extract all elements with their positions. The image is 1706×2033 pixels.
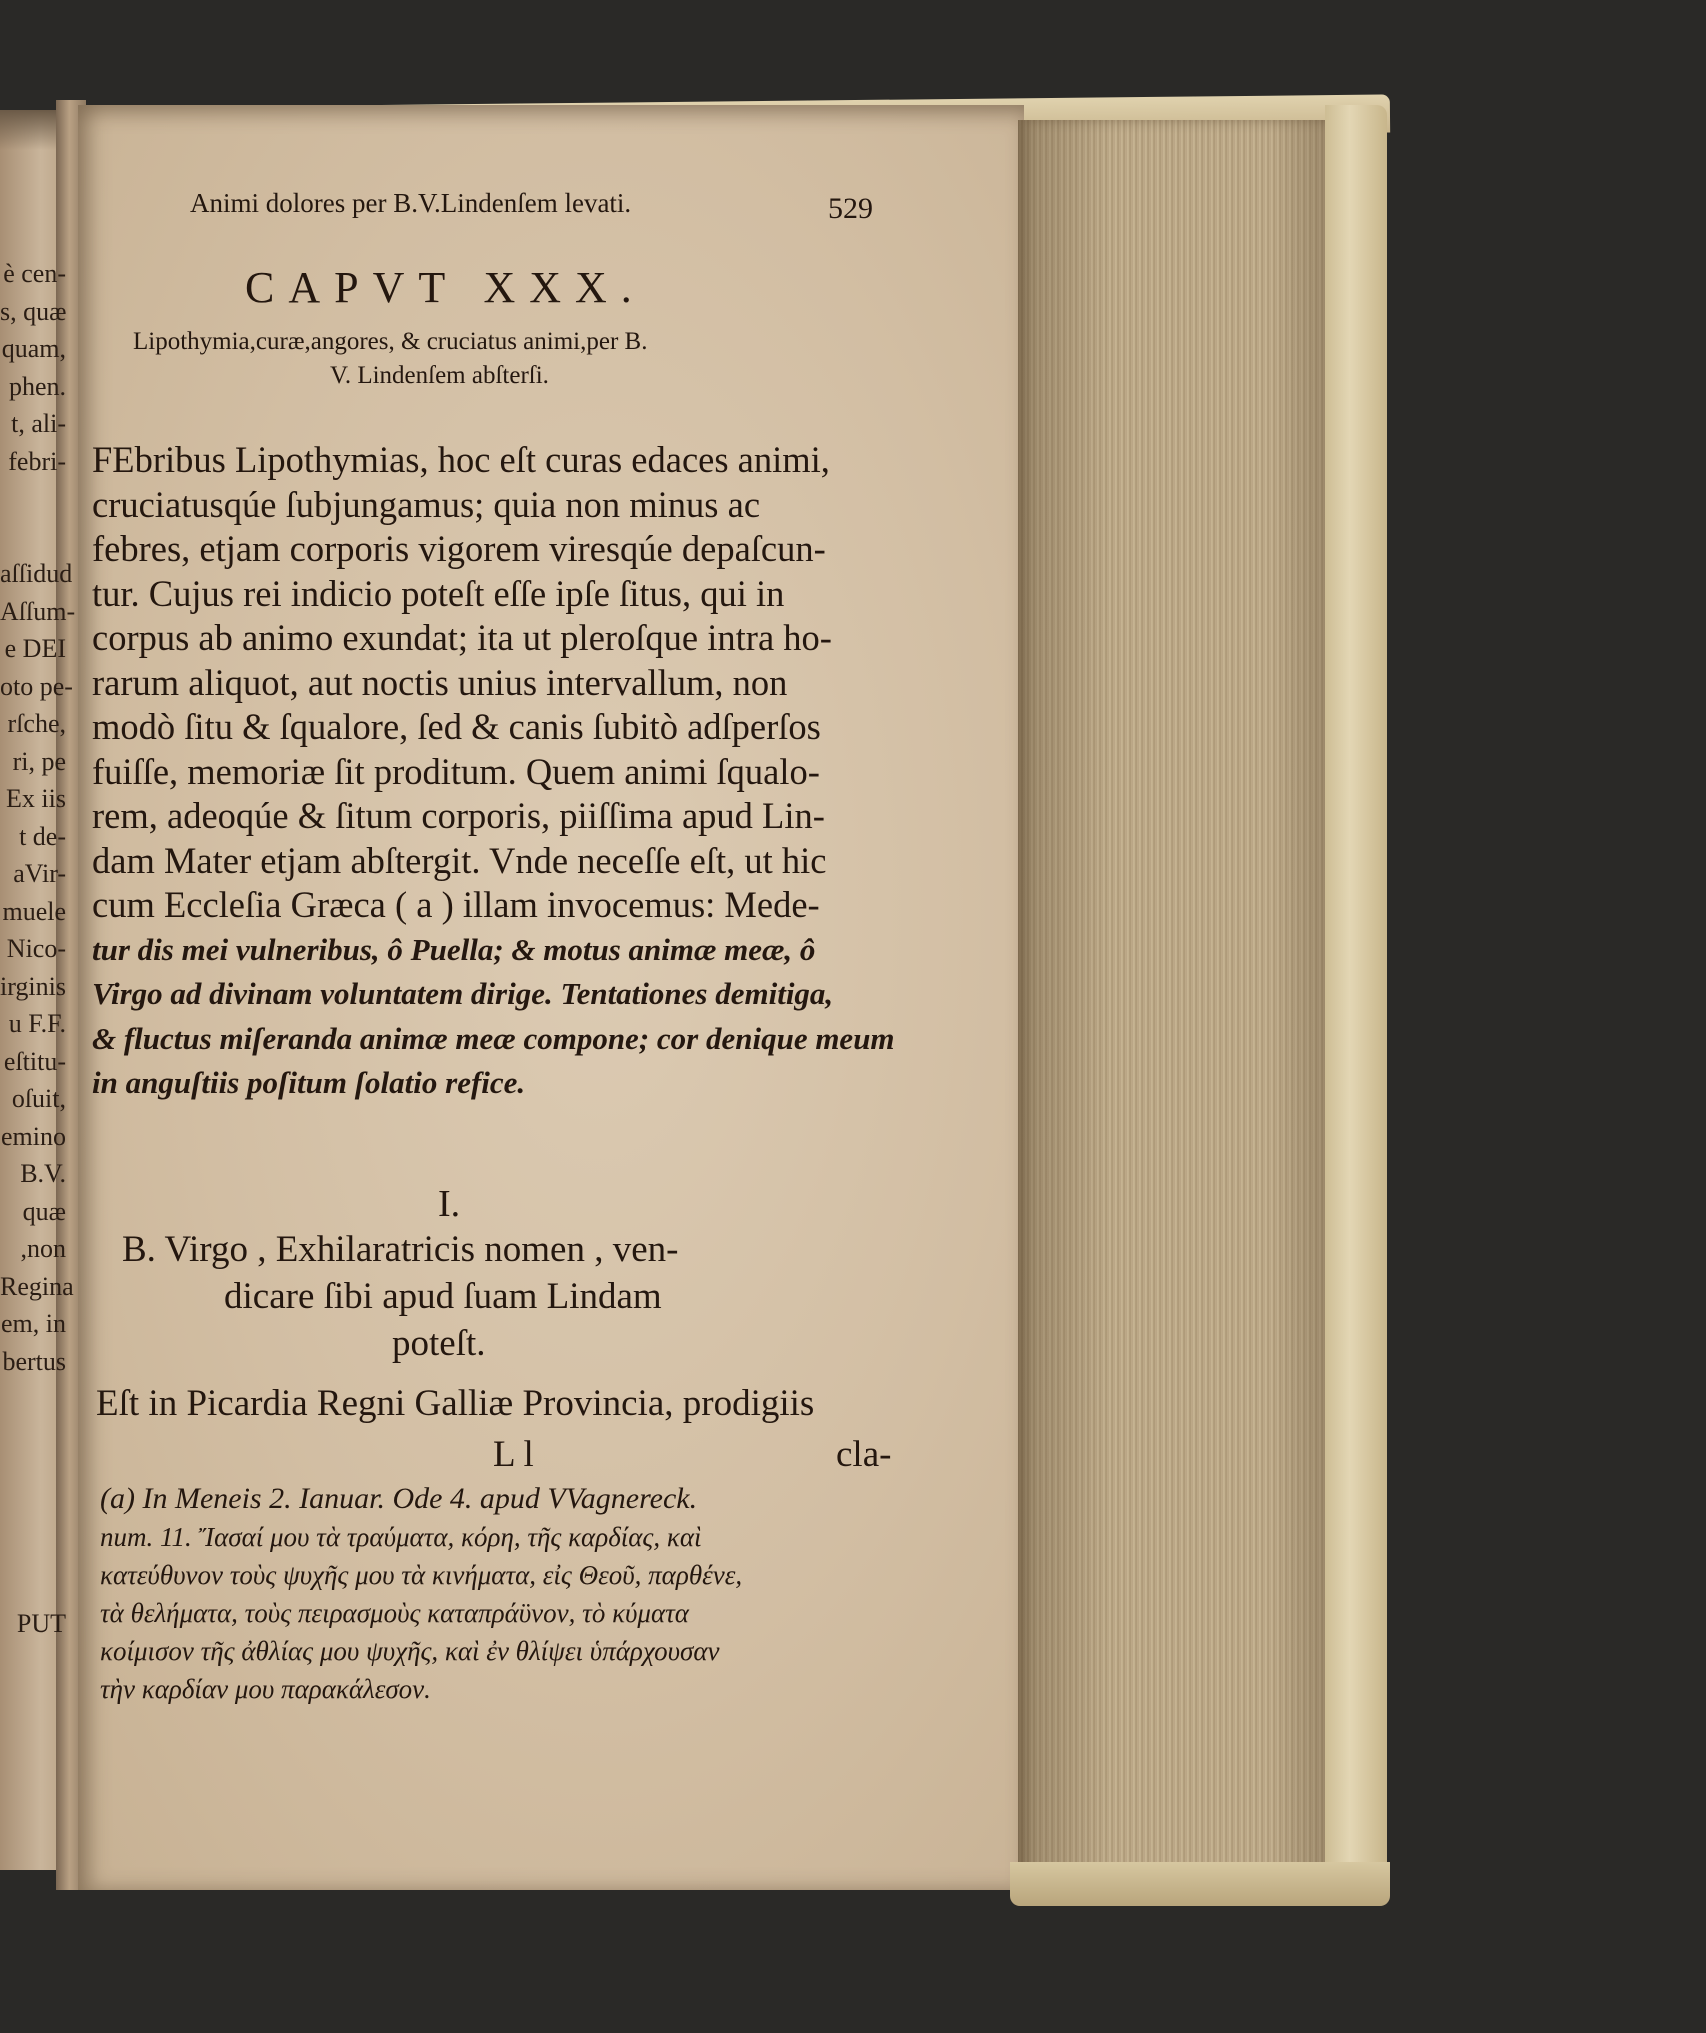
left-page-line: emino <box>1 1121 66 1151</box>
chapter-subtitle-line-1: Lipothymia,curæ,angores, & cruciatus animi,per B. <box>133 328 648 355</box>
body-line: cruciatusqúe ſubjungamus; quia non minus ac <box>92 483 761 525</box>
body-text <box>92 438 895 1106</box>
body-line: dam Mater etjam abſtergit. Vnde neceſſe eſt, ut hic <box>92 839 827 881</box>
left-page-line: Aſſum- <box>0 596 76 626</box>
left-page-line: rſche, <box>7 709 66 738</box>
left-page-line: bertus <box>2 1346 66 1376</box>
body-line: tur. Cujus rei indicio poteſt eſſe ipſe ſitus, qui in <box>92 572 785 614</box>
left-page-line: t, ali- <box>11 409 66 438</box>
footnote-line: τὴν καρδίαν μου παρακάλεσον. <box>100 1674 431 1704</box>
left-page-line: oto pe- <box>0 671 73 701</box>
body-line: fuiſſe, memoriæ ſit proditum. Quem animi ſqualo- <box>92 750 820 792</box>
italic-quote-line: tur dis mei vulneribus, ô Puella; & motus animæ meæ, ô <box>92 931 816 967</box>
running-head: Animi dolores per B.V.Lindenſem levati. <box>190 188 632 218</box>
catchword: cla- <box>836 1434 892 1475</box>
chapter-subtitle-line-2: V. Lindenſem abſterſi. <box>330 362 549 389</box>
left-page-line: aVir- <box>13 859 66 888</box>
italic-quote-line: & fluctus miſeranda animæ meæ compone; cor denique meum <box>92 1020 895 1056</box>
left-page-line: quam, <box>1 334 66 363</box>
left-page-line: s, quæ <box>0 296 67 326</box>
section-heading <box>118 1226 898 1367</box>
left-page-line: PUT <box>16 1609 66 1638</box>
footnote-line: τὰ θελήματα, τοὺς πειρασμοὺς καταπράϋνον, τὸ κύματα <box>100 1598 689 1628</box>
left-page-line: phen. <box>8 371 66 401</box>
section-heading-line: poteſt. <box>392 1323 486 1364</box>
body-line: FEbribus Lipothymias, hoc eſt curas edaces animi, <box>92 439 830 480</box>
body-line: corpus ab animo exundat; ita ut pleroſque intra ho- <box>92 617 832 658</box>
body-line: febres, etjam corporis vigorem viresqúe depaſcun- <box>92 528 826 569</box>
left-page-line: quæ <box>22 1196 66 1226</box>
chapter-title: CAPVT XXX. <box>245 263 646 312</box>
section-heading-line: B. Virgo , Exhilaratricis nomen , ven- <box>122 1229 679 1270</box>
left-page-line: irginis <box>0 971 66 1001</box>
left-page-line: em, in <box>1 1309 66 1338</box>
left-page-line: Regina <box>0 1271 74 1301</box>
footnote-line: κοίμισον τῆς ἀθλίας μου ψυχῆς, καὶ ἐν θλίψει ὑπάρχουσαν <box>100 1636 720 1666</box>
section-number: I. <box>438 1183 461 1225</box>
page-number: 529 <box>828 192 873 225</box>
left-page-line: B.V. <box>20 1159 66 1188</box>
footnote-line: κατεύθυνον τοὺς ψυχῆς μου τὰ κινήματα, εἰς Θεοῦ, παρθένε, <box>100 1560 743 1590</box>
body-line: rem, adeoqúe & ſitum corporis, piiſſima apud Lin- <box>92 795 825 836</box>
left-page-line: è cen- <box>3 259 66 288</box>
left-page-line: t de- <box>19 821 66 851</box>
footnotes <box>100 1480 920 1708</box>
body-line: rarum aliquot, aut noctis unius intervallum, non <box>92 661 788 703</box>
left-page-line: eſtitu- <box>3 1046 66 1076</box>
body-line: modò ſitu & ſqualore, ſed & canis ſubitò adſperſos <box>92 706 821 747</box>
left-page-line: Nico- <box>6 934 66 963</box>
left-page-line: e DEI <box>4 634 66 663</box>
left-page-line: febri- <box>8 446 66 476</box>
left-page-line: Ex iis <box>6 784 66 813</box>
left-page-line: oſuit, <box>11 1084 66 1113</box>
left-page-line: ri, pe <box>12 746 66 776</box>
footnote-line: num. 11. Ἴασαί μου τὰ τραύματα, κόρη, τῆς καρδίας, καὶ <box>100 1522 702 1552</box>
left-page-line: aſſidud <box>0 559 73 588</box>
left-page-line: ,non <box>20 1234 66 1263</box>
left-page-line: muele <box>2 896 66 926</box>
body-line: cum Eccleſia Græca ( a ) illam invocemus: Mede- <box>92 884 820 925</box>
section-heading-line: dicare ſibi apud ſuam Lindam <box>224 1276 662 1317</box>
footnote-line: (a) In Meneis 2. Ianuar. Ode 4. apud VVagnereck. <box>100 1482 698 1515</box>
italic-quote-line: in anguſtiis poſitum ſolatio refice. <box>92 1065 526 1100</box>
left-page-line: u F.F. <box>8 1009 66 1038</box>
italic-quote-line: Virgo ad divinam voluntatem dirige. Tentationes demitiga, <box>92 976 834 1011</box>
section-opening-line: Eſt in Picardia Regni Galliæ Provincia, prodigiis <box>96 1383 815 1424</box>
signature-mark: L l <box>493 1434 534 1475</box>
